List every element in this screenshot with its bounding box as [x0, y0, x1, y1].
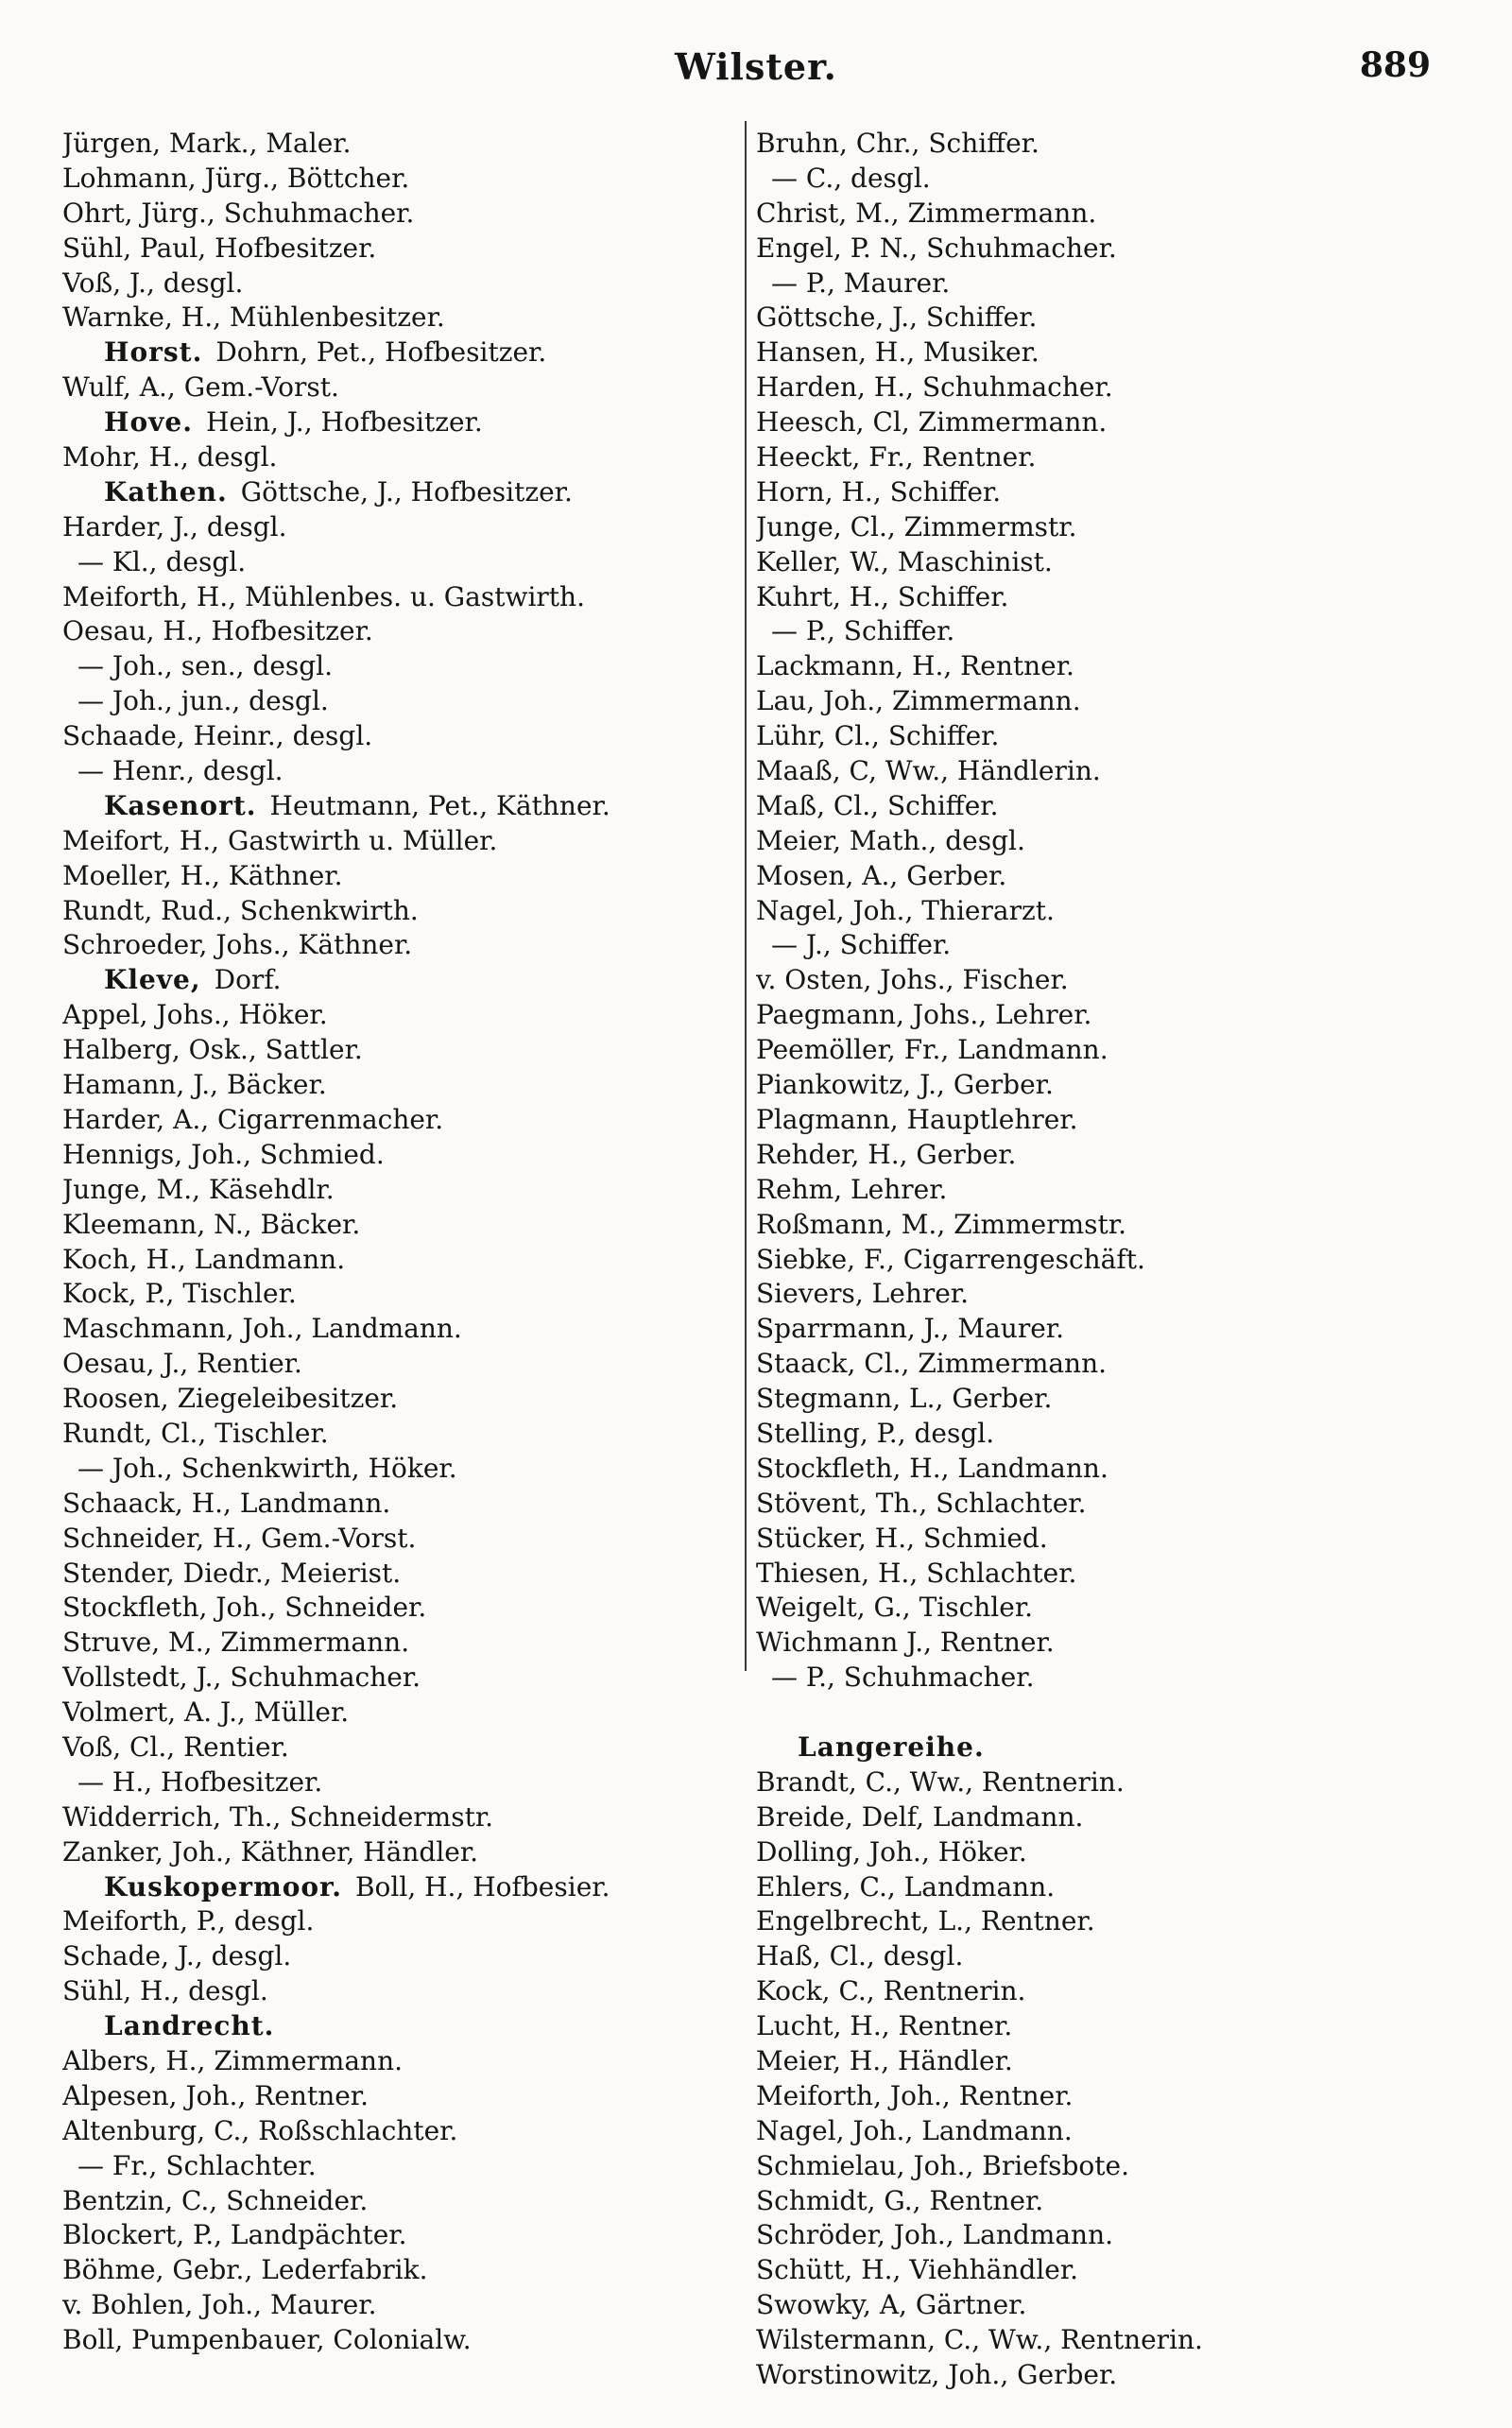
entry-text: Heesch, Cl, Zimmermann. — [756, 406, 1108, 439]
directory-entry — [62, 1904, 729, 1939]
entry-text: Mohr, H., desgl. — [62, 441, 278, 474]
entry-text: Staack, Cl., Zimmermann. — [756, 1348, 1108, 1380]
entry-text: Engelbrecht, L., Rentner. — [756, 1905, 1095, 1937]
directory-entry — [756, 859, 1436, 894]
entry-text: Keller, W., Maschinist. — [756, 545, 1053, 577]
directory-entry — [62, 1557, 729, 1592]
entry-text: — Joh., sen., desgl. — [77, 650, 334, 682]
entry-text: Widderrich, Th., Schneidermstr. — [62, 1800, 494, 1833]
entry-text: Ohrt, Jürg., Schuhmacher. — [62, 197, 415, 229]
entry-text: Sühl, H., desgl. — [62, 1975, 268, 2007]
entry-text: Göttsche, J., Hofbesitzer. — [240, 475, 573, 508]
entry-text: Roßmann, M., Zimmermstr. — [756, 1208, 1126, 1240]
locality-heading: Landrecht. — [104, 2010, 275, 2042]
entry-text: Albers, H., Zimmermann. — [62, 2044, 404, 2076]
entry-text: Stockfleth, Joh., Schneider. — [62, 1592, 427, 1624]
directory-entry — [62, 405, 729, 440]
entry-text: Sühl, Paul, Hofbesitzer. — [62, 232, 377, 264]
entry-text: Peemöller, Fr., Landmann. — [756, 1034, 1108, 1066]
entry-text: Lau, Joh., Zimmermann. — [756, 685, 1081, 717]
entry-text: Thiesen, H., Schlachter. — [756, 1557, 1077, 1589]
directory-entry — [62, 440, 729, 475]
directory-entry — [756, 2288, 1436, 2323]
directory-entry — [62, 370, 729, 405]
entry-text: Volmert, A. J., Müller. — [62, 1696, 350, 1729]
directory-entry — [756, 1452, 1436, 1487]
directory-entry — [62, 824, 729, 859]
entry-text: Alpesen, Joh., Rentner. — [62, 2079, 369, 2111]
directory-entry — [62, 649, 729, 684]
entry-text: Oesau, J., Rentier. — [62, 1348, 302, 1380]
directory-entry — [62, 1731, 729, 1765]
directory-entry — [62, 1138, 729, 1173]
entry-text: Schade, J., desgl. — [62, 1940, 292, 1972]
directory-entry — [756, 1103, 1436, 1138]
entry-text: Böhme, Gebr., Lederfabrik. — [62, 2254, 428, 2286]
directory-entry — [62, 580, 729, 615]
directory-entry — [62, 2253, 729, 2288]
entry-text: Rehm, Lehrer. — [756, 1173, 948, 1205]
entry-text: Hein, J., Hofbesitzer. — [205, 406, 483, 439]
directory-entry — [756, 475, 1436, 510]
right-column — [756, 127, 1436, 2393]
directory-entry — [62, 2149, 729, 2184]
directory-entry — [756, 1347, 1436, 1382]
directory-entry — [756, 649, 1436, 684]
entry-text: Sievers, Lehrer. — [756, 1278, 970, 1310]
entry-text: Vollstedt, J., Schuhmacher. — [62, 1662, 421, 1694]
directory-entry — [756, 894, 1436, 929]
entry-text: — Joh., Schenkwirth, Höker. — [77, 1452, 457, 1484]
directory-entry — [756, 684, 1436, 719]
entry-text: Dorf. — [214, 964, 282, 996]
page-header-title: Wilster. — [675, 45, 837, 88]
directory-entry — [62, 510, 729, 545]
directory-entry — [62, 1382, 729, 1417]
directory-entry — [756, 2218, 1436, 2253]
entry-text: Rehder, H., Gerber. — [756, 1138, 1017, 1170]
directory-entry — [756, 1974, 1436, 2009]
directory-entry — [62, 1974, 729, 2009]
entry-text: Hennigs, Joh., Schmied. — [62, 1138, 385, 1170]
entry-text: Kock, P., Tischler. — [62, 1278, 297, 1310]
directory-entry — [756, 614, 1436, 649]
entry-text: Blockert, P., Landpächter. — [62, 2219, 407, 2251]
entry-text: Rundt, Cl., Tischler. — [62, 1417, 329, 1449]
entry-text: Kleemann, N., Bäcker. — [62, 1208, 361, 1240]
entry-text: Bruhn, Chr., Schiffer. — [756, 128, 1040, 159]
directory-entry — [756, 232, 1436, 267]
locality-name: Kasenort. — [104, 789, 257, 821]
directory-entry — [756, 1417, 1436, 1452]
directory-entry — [62, 1312, 729, 1347]
entry-text: Schütt, H., Viehhändler. — [756, 2254, 1079, 2286]
entry-text: Maschmann, Joh., Landmann. — [62, 1313, 462, 1345]
directory-entry — [756, 789, 1436, 824]
directory-entry — [756, 580, 1436, 615]
directory-entry — [756, 1487, 1436, 1522]
directory-entry — [62, 1347, 729, 1382]
directory-entry — [62, 1661, 729, 1696]
directory-entry — [756, 545, 1436, 580]
directory-entry — [756, 2009, 1436, 2044]
entry-text: — P., Schiffer. — [771, 615, 955, 647]
directory-entry — [756, 754, 1436, 789]
directory-entry — [756, 2044, 1436, 2079]
directory-entry — [62, 2288, 729, 2323]
entry-text: Lackmann, H., Rentner. — [756, 650, 1074, 682]
locality-name: Kleve, — [104, 964, 201, 996]
directory-entry — [62, 1103, 729, 1138]
entry-text: Oesau, H., Hofbesitzer. — [62, 615, 373, 647]
directory-entry — [756, 301, 1436, 336]
entry-text: Meiforth, P., desgl. — [62, 1905, 315, 1937]
directory-entry — [62, 894, 729, 929]
directory-entry — [756, 1033, 1436, 1068]
entry-text: Kock, C., Rentnerin. — [756, 1975, 1026, 2007]
entry-text: Roosen, Ziegeleibesitzer. — [62, 1383, 399, 1415]
directory-entry — [756, 1626, 1436, 1661]
entry-text: — H., Hofbesitzer. — [77, 1765, 323, 1798]
entry-text: Wilstermann, C., Ww., Rentnerin. — [756, 2324, 1203, 2356]
directory-entry — [62, 719, 729, 754]
directory-entry — [756, 928, 1436, 963]
entry-text: Boll, Pumpenbauer, Colonialw. — [62, 2324, 472, 2356]
entry-text: Weigelt, G., Tischler. — [756, 1592, 1034, 1624]
directory-entry — [62, 754, 729, 789]
directory-entry — [62, 789, 729, 824]
directory-entry — [756, 2149, 1436, 2184]
directory-entry — [62, 1208, 729, 1243]
directory-entry — [62, 162, 729, 197]
entry-text: Horn, H., Schiffer. — [756, 475, 1002, 508]
entry-text: Lucht, H., Rentner. — [756, 2010, 1013, 2042]
entry-text: Schaade, Heinr., desgl. — [62, 720, 373, 752]
directory-entry — [756, 1138, 1436, 1173]
entry-text: Rundt, Rud., Schenkwirth. — [62, 894, 419, 926]
entry-text: Breide, Delf, Landmann. — [756, 1800, 1084, 1833]
directory-entry — [756, 162, 1436, 197]
directory-entry — [756, 1904, 1436, 1939]
directory-entry — [756, 2184, 1436, 2219]
directory-entry — [756, 2358, 1436, 2393]
entry-text: Mosen, A., Gerber. — [756, 859, 1007, 891]
directory-entry — [756, 405, 1436, 440]
directory-entry — [756, 998, 1436, 1033]
directory-entry — [756, 1312, 1436, 1347]
entry-text: Meiforth, Joh., Rentner. — [756, 2079, 1074, 2111]
entry-text: Schroeder, Johs., Käthner. — [62, 929, 413, 961]
entry-text: — Fr., Schlachter. — [77, 2149, 317, 2181]
entry-text: Meiforth, H., Mühlenbes. u. Gastwirth. — [62, 580, 585, 612]
entry-text: Altenburg, C., Roßschlachter. — [62, 2114, 458, 2146]
entry-text: Stelling, P., desgl. — [756, 1417, 995, 1449]
entry-text: Boll, H., Hofbesier. — [354, 1870, 610, 1903]
entry-text: Meier, H., Händler. — [756, 2044, 1013, 2076]
page-number: 889 — [1359, 45, 1431, 85]
entry-text: Stegmann, L., Gerber. — [756, 1383, 1053, 1415]
entry-text: Moeller, H., Käthner. — [62, 859, 343, 891]
entry-text: Lohmann, Jürg., Böttcher. — [62, 162, 410, 194]
directory-entry — [62, 2218, 729, 2253]
directory-entry — [62, 928, 729, 963]
directory-entry — [62, 963, 729, 998]
directory-entry — [62, 545, 729, 580]
directory-entry — [756, 370, 1436, 405]
directory-entry — [756, 1173, 1436, 1208]
entry-text: — C., desgl. — [771, 162, 931, 194]
directory-entry — [756, 824, 1436, 859]
directory-entry — [756, 1835, 1436, 1870]
entry-text: Stockfleth, H., Landmann. — [756, 1452, 1108, 1484]
directory-entry — [62, 1591, 729, 1626]
directory-entry — [756, 2253, 1436, 2288]
directory-entry — [62, 998, 729, 1033]
directory-entry — [756, 1800, 1436, 1835]
entry-text: Piankowitz, J., Gerber. — [756, 1069, 1054, 1101]
entry-text: — Joh., jun., desgl. — [77, 685, 329, 717]
directory-entry — [62, 1870, 729, 1905]
column-divider — [745, 121, 747, 1671]
entry-text: Harder, J., desgl. — [62, 510, 287, 542]
directory-entry — [756, 1068, 1436, 1103]
entry-text: Voß, Cl., Rentier. — [62, 1731, 289, 1763]
entry-text: v. Osten, Johs., Fischer. — [756, 964, 1069, 996]
entry-text: Worstinowitz, Joh., Gerber. — [756, 2359, 1118, 2390]
directory-entry — [62, 1033, 729, 1068]
directory-entry — [62, 1243, 729, 1278]
entry-text: Junge, Cl., Zimmermstr. — [756, 510, 1077, 542]
directory-entry — [756, 1382, 1436, 1417]
directory-entry — [756, 1522, 1436, 1557]
directory-entry — [62, 475, 729, 510]
entry-text: Harden, H., Schuhmacher. — [756, 371, 1113, 404]
entry-text: Zanker, Joh., Käthner, Händler. — [62, 1835, 479, 1868]
directory-entry — [756, 1939, 1436, 1974]
directory-entry — [756, 1591, 1436, 1626]
entry-text: — P., Maurer. — [771, 267, 951, 299]
directory-entry — [62, 1800, 729, 1835]
entry-text: Siebke, F., Cigarrengeschäft. — [756, 1243, 1145, 1275]
directory-entry — [62, 1173, 729, 1208]
directory-entry — [62, 1487, 729, 1522]
entry-text: Schmidt, G., Rentner. — [756, 2184, 1044, 2216]
directory-entry — [756, 127, 1436, 162]
entry-text: Halberg, Osk., Sattler. — [62, 1034, 363, 1066]
directory-entry — [62, 1522, 729, 1557]
left-column — [62, 127, 729, 2358]
entry-text: Ehlers, C., Landmann. — [756, 1870, 1056, 1903]
locality-name: Hove. — [104, 406, 193, 439]
entry-text: Schaack, H., Landmann. — [62, 1487, 391, 1519]
entry-text: Schröder, Joh., Landmann. — [756, 2219, 1114, 2251]
entry-text: Kuhrt, H., Schiffer. — [756, 580, 1009, 612]
directory-entry — [756, 267, 1436, 301]
directory-entry — [62, 2323, 729, 2358]
entry-text: Schneider, H., Gem.-Vorst. — [62, 1522, 417, 1554]
locality-name: Kuskopermoor. — [104, 1870, 342, 1903]
entry-text: Maaß, C, Ww., Händlerin. — [756, 755, 1101, 787]
directory-entry — [756, 2079, 1436, 2114]
directory-entry — [756, 336, 1436, 370]
directory-entry — [756, 510, 1436, 545]
entry-spacer — [756, 1696, 1436, 1731]
entry-text: Maß, Cl., Schiffer. — [756, 789, 999, 821]
entry-text: Junge, M., Käsehdlr. — [62, 1173, 335, 1205]
directory-entry — [756, 1765, 1436, 1800]
directory-entry — [62, 1765, 729, 1800]
entry-text: Paegmann, Johs., Lehrer. — [756, 999, 1092, 1031]
entry-text: Heutmann, Pet., Käthner. — [269, 789, 610, 821]
directory-entry — [756, 963, 1436, 998]
entry-text: Stövent, Th., Schlachter. — [756, 1487, 1087, 1519]
entry-text: Swowky, A, Gärtner. — [756, 2289, 1027, 2321]
directory-entry — [62, 1417, 729, 1452]
directory-entry — [62, 1835, 729, 1870]
entry-text: — J., Schiffer. — [771, 929, 952, 961]
entry-text: Harder, A., Cigarrenmacher. — [62, 1103, 444, 1135]
entry-text: Nagel, Joh., Thierarzt. — [756, 894, 1055, 926]
directory-entry — [756, 1277, 1436, 1312]
entry-text: Brandt, C., Ww., Rentnerin. — [756, 1765, 1125, 1798]
directory-entry — [62, 859, 729, 894]
locality-name: Horst. — [104, 336, 203, 369]
entry-text: Warnke, H., Mühlenbesitzer. — [62, 301, 445, 334]
directory-entry — [756, 1208, 1436, 1243]
entry-text: Sparrmann, J., Maurer. — [756, 1313, 1064, 1345]
entry-text: Plagmann, Hauptlehrer. — [756, 1103, 1078, 1135]
directory-entry — [756, 719, 1436, 754]
directory-entry — [756, 2323, 1436, 2358]
entry-text: Koch, H., Landmann. — [62, 1243, 346, 1275]
directory-entry — [62, 2044, 729, 2079]
entry-text: — Kl., desgl. — [77, 545, 247, 577]
entry-text: Hamann, J., Bäcker. — [62, 1069, 327, 1101]
entry-text: Engel, P. N., Schuhmacher. — [756, 232, 1117, 264]
directory-entry — [756, 1870, 1436, 1905]
directory-entry — [62, 267, 729, 301]
directory-entry — [62, 301, 729, 336]
entry-text: Heeckt, Fr., Rentner. — [756, 441, 1037, 474]
entry-text: — P., Schuhmacher. — [771, 1662, 1035, 1694]
entry-text: Struve, M., Zimmermann. — [62, 1627, 410, 1659]
directory-entry — [62, 2079, 729, 2114]
directory-entry — [62, 1277, 729, 1312]
entry-text: Christ, M., Zimmermann. — [756, 197, 1097, 229]
directory-entry — [62, 1696, 729, 1731]
locality-name: Kathen. — [104, 475, 228, 508]
directory-entry — [756, 1557, 1436, 1592]
entry-text: v. Bohlen, Joh., Maurer. — [62, 2289, 377, 2321]
locality-heading: Langereihe. — [798, 1731, 985, 1763]
entry-text: Stücker, H., Schmied. — [756, 1522, 1048, 1554]
entry-text: Lühr, Cl., Schiffer. — [756, 720, 1000, 752]
entry-text: Hansen, H., Musiker. — [756, 336, 1040, 369]
entry-text: Meifort, H., Gastwirth u. Müller. — [62, 824, 498, 856]
directory-entry — [756, 197, 1436, 232]
directory-entry — [756, 2114, 1436, 2149]
entry-text: Appel, Johs., Höker. — [62, 999, 328, 1031]
entry-text: Dolling, Joh., Höker. — [756, 1835, 1027, 1868]
entry-text: Wulf, A., Gem.-Vorst. — [62, 371, 339, 404]
directory-entry — [62, 1626, 729, 1661]
directory-entry — [62, 1939, 729, 1974]
directory-entry — [62, 2114, 729, 2149]
directory-entry — [62, 127, 729, 162]
directory-entry — [62, 2184, 729, 2219]
directory-entry — [62, 1068, 729, 1103]
directory-entry — [756, 440, 1436, 475]
entry-text: Meier, Math., desgl. — [756, 824, 1025, 856]
directory-entry — [62, 684, 729, 719]
directory-entry — [62, 1452, 729, 1487]
directory-entry — [62, 614, 729, 649]
directory-entry — [62, 336, 729, 370]
entry-text: Stender, Diedr., Meierist. — [62, 1557, 402, 1589]
entry-text: Jürgen, Mark., Maler. — [62, 128, 352, 159]
directory-entry — [62, 197, 729, 232]
entry-text: Göttsche, J., Schiffer. — [756, 301, 1038, 334]
entry-text: Voß, J., desgl. — [62, 267, 244, 299]
directory-entry — [756, 1661, 1436, 1696]
entry-text: Haß, Cl., desgl. — [756, 1940, 964, 1972]
entry-text: Bentzin, C., Schneider. — [62, 2184, 369, 2216]
directory-entry — [756, 1243, 1436, 1278]
directory-entry — [62, 232, 729, 267]
entry-text: Dohrn, Pet., Hofbesitzer. — [215, 336, 547, 369]
entry-text: Wichmann J., Rentner. — [756, 1627, 1055, 1659]
entry-text: Nagel, Joh., Landmann. — [756, 2114, 1073, 2146]
entry-text: — Henr., desgl. — [77, 755, 284, 787]
entry-text: Schmielau, Joh., Briefsbote. — [756, 2149, 1129, 2181]
